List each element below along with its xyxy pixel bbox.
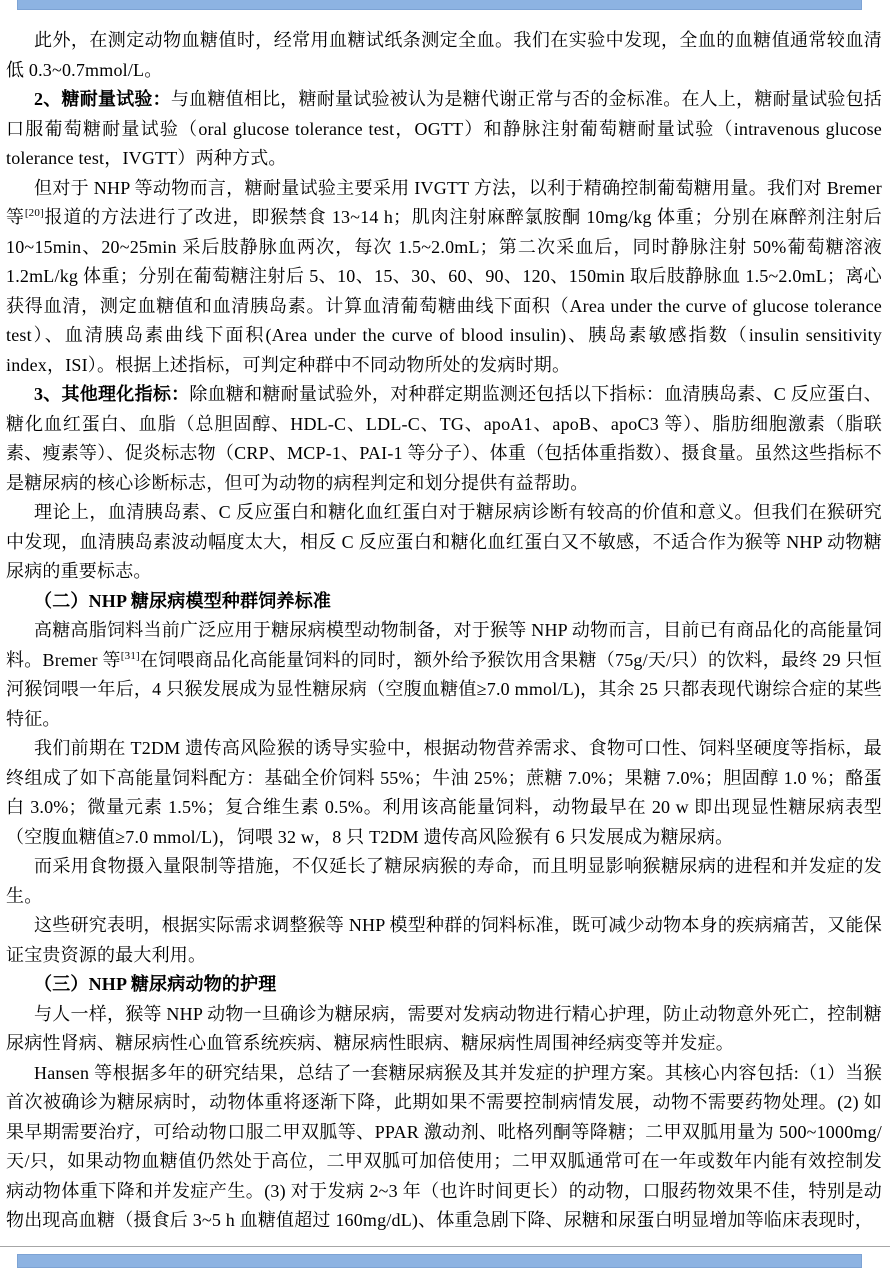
text-run: 高糖高脂饲料当前广泛应用于糖尿病模型动物制备，对于猴等 NHP 动物而言，目前已有商品化的高能量饲料。Bremer 等 [6, 620, 882, 670]
reference-marker: [20] [24, 207, 44, 219]
text-run: 与血糖值相比，糖耐量试验被认为是糖代谢正常与否的金标准。在人上，糖耐量试验包括口服葡萄糖耐量试验（oral glucose tolerance test，OGTT）和静脉注射葡萄糖耐量试验（intravenous glucose tolerance test，IVGTT）两种方式。 [6, 89, 883, 168]
paragraph [6, 174, 882, 381]
bold-lead-in: 3、其他理化指标： [34, 384, 190, 404]
paragraph [6, 380, 882, 498]
top-accent-bar [17, 0, 862, 10]
text-run: 理论上，血清胰岛素、C 反应蛋白和糖化血红蛋白对于糖尿病诊断有较高的价值和意义。但我们在猴研究中发现，血清胰岛素波动幅度太大，相反 C 反应蛋白和糖化血红蛋白又不敏感，不适合作为猴等 NHP 动物糖尿病的重要标志。 [6, 502, 882, 581]
paragraph [6, 26, 882, 85]
paragraph [6, 85, 882, 174]
text-run: 与人一样，猴等 NHP 动物一旦确诊为糖尿病，需要对发病动物进行精心护理，防止动物意外死亡，控制糖尿病性肾病、糖尿病性心血管系统疾病、糖尿病性眼病、糖尿病性周围神经病变等并发症。 [6, 1003, 882, 1053]
text-run: 除血糖和糖耐量试验外，对种群定期监测还包括以下指标：血清胰岛素、C 反应蛋白、糖化血红蛋白、血脂（总胆固醇、HDL-C、LDL-C、TG、apoA1、apoB、apoC3 等）、脂肪细胞激素（脂联素、瘦素等）、促炎标志物（CRP、MCP-1、PAI-1 等分子）、体重（包括体重指数）、摄食量。虽然这些指标不是糖尿病的核心诊断标志，但可为动物的病程判定和划分提供有益帮助。 [6, 384, 882, 493]
document-body [6, 26, 882, 1236]
section-heading [6, 587, 882, 617]
text-run: 而采用食物摄入量限制等措施，不仅延长了糖尿病猴的寿命，而且明显影响猴糖尿病的进程和并发症的发生。 [6, 856, 882, 906]
paragraph [6, 852, 882, 911]
paragraph [6, 616, 882, 734]
text-run: 报道的方法进行了改进，即猴禁食 13~14 h；肌肉注射麻醉氯胺酮 10mg/kg 体重；分别在麻醉剂注射后 10~15min、20~25min 采后肢静脉血两次，每次 1.5~2.0mL；第二次采血后，同时静脉注射 50%葡萄糖溶液 1.2mL/kg 体重；分别在葡萄糖注射后 5、10、15、30、60、90、120、150min 取后肢静脉血 1.5~2.0mL；离心获得血清，测定血糖值和血清胰岛素。计算血清葡萄糖曲线下面积（Area under the curve of glucose tolerance test）、血清胰岛素曲线下面积(Area under the curve of blood insulin)、胰岛素敏感指数（insulin sensitivity index，ISI）。根据上述指标，可判定种群中不同动物所处的发病时期。 [6, 207, 883, 375]
reference-marker: [31] [120, 649, 140, 662]
text-run: 但对于 NHP 等动物而言，糖耐量试验主要采用 IVGTT 方法，以利于精确控制葡萄糖用量。我们对 Bremer 等 [6, 177, 882, 227]
text-run: 这些研究表明，根据实际需求调整猴等 NHP 模型种群的饲料标准，既可减少动物本身的疾病痛苦，又能保证宝贵资源的最大利用。 [6, 915, 882, 965]
paragraph [6, 734, 882, 852]
paragraph [6, 911, 882, 970]
text-run: Hansen 等根据多年的研究结果，总结了一套糖尿病猴及其并发症的护理方案。其核心内容包括:（1）当猴首次被确诊为糖尿病时，动物体重将逐渐下降，此期如果不需要控制病情发展，动物不需要药物处理。(2) 如果早期需要治疗，可给动物口服二甲双胍等、PPAR 激动剂、吡格列酮等降糖；二甲双胍用量为 500~1000mg/天/只，如果动物血糖值仍然处于高位，二甲双胍可加倍使用；二甲双胍通常可在一年或数年内能有效控制发病动物体重下降和并发症产生。(3) 对于发病 2~3 年（也许时间更长）的动物，口服药物效果不佳，特别是动物出现高血糖（摄食后 3~5 h 血糖值超过 160mg/dL)、体重急剧下降、尿糖和尿蛋白明显增加等临床表现时， [6, 1062, 882, 1230]
text-run: 在饲喂商品化高能量饲料的同时，额外给予猴饮用含果糖（75g/天/只）的饮料，最终 29 只恒河猴饲喂一年后，4 只猴发展成为显性糖尿病（空腹血糖值≥7.0 mmol/L)，其余 25 只都表现代谢综合症的某些特征。 [6, 649, 882, 729]
bottom-accent-bar [17, 1254, 862, 1268]
bold-lead-in: （三）NHP 糖尿病动物的护理 [34, 974, 277, 994]
bold-lead-in: 2、糖耐量试验： [34, 89, 171, 109]
section-heading [6, 970, 882, 1000]
paragraph [6, 1059, 882, 1236]
text-run: 我们前期在 T2DM 遗传高风险猴的诱导实验中，根据动物营养需求、食物可口性、饲料坚硬度等指标，最终组成了如下高能量饲料配方：基础全价饲料 55%；牛油 25%；蔗糖 7.0%；果糖 7.0%；胆固醇 1.0 %；酪蛋白 3.0%；微量元素 1.5%；复合维生素 0.5%。利用该高能量饲料，动物最早在 20 w 即出现显性糖尿病表型（空腹血糖值≥7.0 mmol/L)，饲喂 32 w，8 只 T2DM 遗传高风险猴有 6 只发展成为糖尿病。 [6, 738, 882, 847]
paragraph [6, 1000, 882, 1059]
bold-lead-in: （二）NHP 糖尿病模型种群饲养标准 [34, 590, 332, 611]
text-run: 此外，在测定动物血糖值时，经常用血糖试纸条测定全血。我们在实验中发现，全血的血糖值通常较血清低 0.3~0.7mmol/L。 [6, 30, 882, 80]
footer-divider-line [0, 1246, 890, 1247]
paragraph [6, 498, 882, 587]
